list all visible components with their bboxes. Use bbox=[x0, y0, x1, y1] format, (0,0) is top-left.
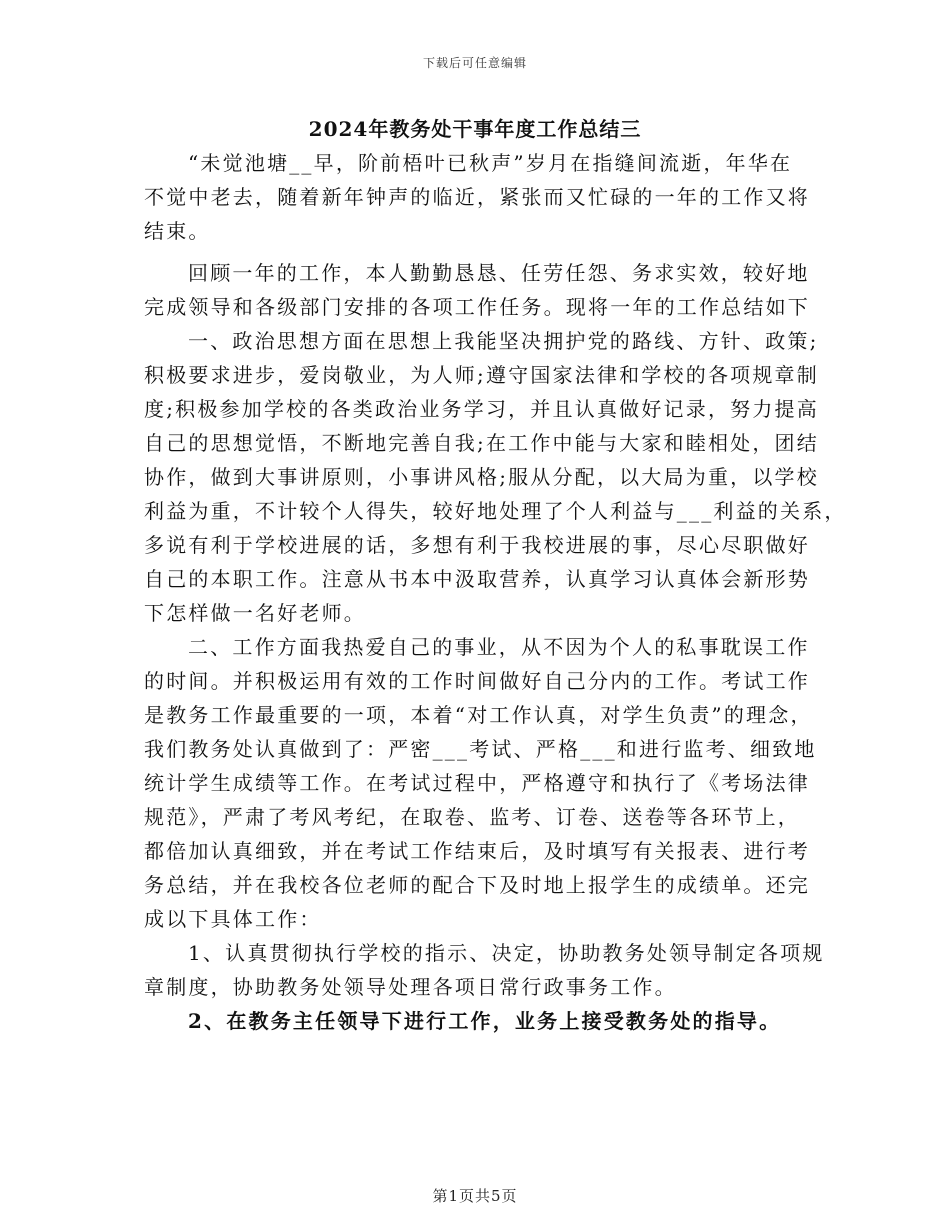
header-note: 下载后可任意编辑 bbox=[422, 56, 527, 70]
document-title: 2024年教务处干事年度工作总结三 bbox=[308, 117, 642, 141]
paragraph-2-line-2: 完成领导和各级部门安排的各项工作任务。现将一年的工作总结如下 bbox=[144, 295, 810, 319]
paragraph-4-line-3: 是教务工作最重要的一项，本着“对工作认真，对学生负责”的理念， bbox=[144, 703, 813, 727]
paragraph-3-line-4: 自己的思想觉悟，不断地完善自我;在工作中能与大家和睦相处，团结 bbox=[144, 431, 819, 455]
paragraph-4-line-9: 成以下具体工作： bbox=[144, 907, 322, 931]
paragraph-3-line-9: 下怎样做一名好老师。 bbox=[144, 601, 366, 625]
paragraph-3-line-1: 一、政治思想方面在思想上我能坚决拥护党的路线、方针、政策; bbox=[188, 329, 819, 353]
paragraph-4-line-4: 我们教务处认真做到了：严密___考试、严格___和进行监考、细致地 bbox=[144, 737, 817, 761]
paragraph-3-line-3: 度;积极参加学校的各类政治业务学习，并且认真做好记录，努力提高 bbox=[144, 397, 819, 421]
paragraph-3-line-2: 积极要求进步，爱岗敬业，为人师;遵守国家法律和学校的各项规章制 bbox=[144, 363, 819, 387]
paragraph-5-line-1: 1、认真贯彻执行学校的指示、决定，协助教务处领导制定各项规 bbox=[188, 941, 825, 965]
paragraph-1-line-3: 结束。 bbox=[144, 219, 211, 243]
paragraph-4-line-1: 二、工作方面我热爱自己的事业，从不因为个人的私事耽误工作 bbox=[188, 635, 810, 659]
paragraph-3-line-6: 利益为重，不计较个人得失，较好地处理了个人利益与___利益的关系， bbox=[144, 499, 847, 523]
paragraph-3-line-5: 协作，做到大事讲原则，小事讲风格;服从分配，以大局为重，以学校 bbox=[144, 465, 819, 489]
paragraph-4-line-6: 规范》，严肃了考风考纪，在取卷、监考、订卷、送卷等各环节上， bbox=[144, 805, 800, 829]
paragraph-1-line-1: “未觉池塘__早，阶前梧叶已秋声”岁月在指缝间流逝，年华在 bbox=[188, 151, 793, 175]
document-body bbox=[144, 146, 847, 1038]
paragraph-2-line-1: 回顾一年的工作，本人勤勤恳恳、任劳任怨、务求实效，较好地 bbox=[188, 261, 810, 285]
paragraph-4-line-2: 的时间。并积极运用有效的工作时间做好自己分内的工作。考试工作 bbox=[144, 669, 810, 693]
paragraph-4-line-5: 统计学生成绩等工作。在考试过程中，严格遵守和执行了《考场法律 bbox=[144, 771, 810, 795]
page-number-footer: 第1页共5页 bbox=[432, 1187, 518, 1205]
paragraph-6-line-1: 2、在教务主任领导下进行工作，业务上接受教务处的指导。 bbox=[188, 1009, 782, 1033]
paragraph-1-line-2: 不觉中老去，随着新年钟声的临近，紧张而又忙碌的一年的工作又将 bbox=[144, 185, 810, 209]
paragraph-3-line-7: 多说有利于学校进展的话，多想有利于我校进展的事，尽心尽职做好 bbox=[144, 533, 810, 557]
paragraph-5-line-2: 章制度，协助教务处领导处理各项日常行政事务工作。 bbox=[144, 975, 677, 999]
paragraph-4-line-7: 都倍加认真细致，并在考试工作结束后，及时填写有关报表、进行考 bbox=[144, 839, 810, 863]
paragraph-3-line-8: 自己的本职工作。注意从书本中汲取营养，认真学习认真体会新形势 bbox=[144, 567, 810, 591]
paragraph-4-line-8: 务总结，并在我校各位老师的配合下及时地上报学生的成绩单。还完 bbox=[144, 873, 810, 897]
